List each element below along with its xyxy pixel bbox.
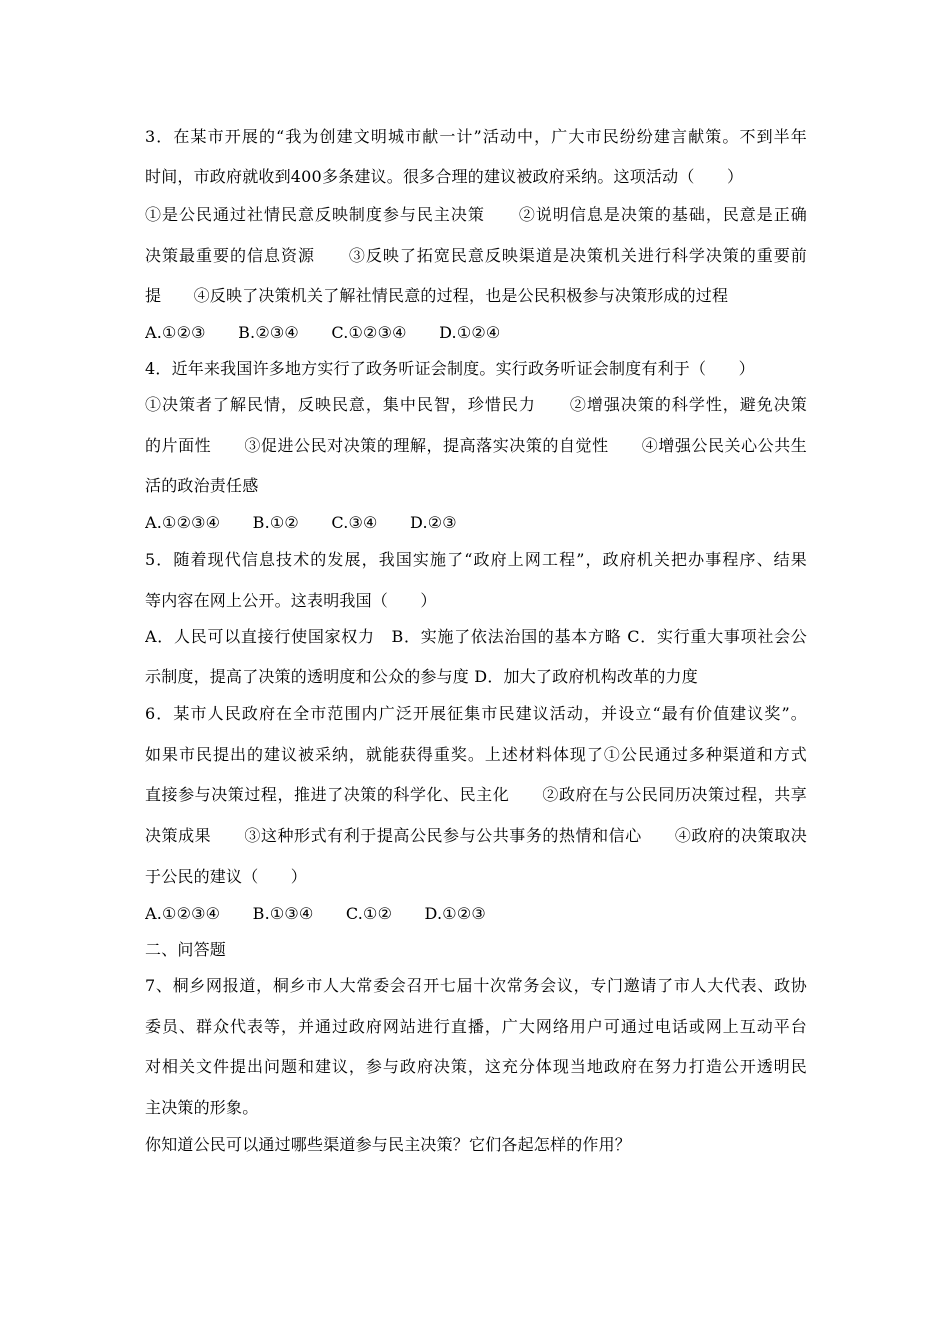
- q3-line-2: 时间，市政府就收到400多条建议。很多合理的建议被政府采纳。这项活动（ ）: [145, 167, 744, 186]
- q6-line-4: 决策成果 ③这种形式有利于提高公民参与公共事务的热情和信心 ④政府的决策取决: [145, 826, 807, 845]
- q3-option-line-3: 提 ④反映了决策机关了解社情民意的过程，也是公民积极参与决策形成的过程: [145, 286, 729, 305]
- q7-line-3: 对相关文件提出问题和建议，参与政府决策，这充分体现当地政府在努力打造公开透明民: [145, 1057, 807, 1076]
- q4-answers: A.①②③④ B.①② C.③④ D.②③: [145, 513, 457, 532]
- q5-line-2: 等内容在网上公开。这表明我国（ ）: [145, 591, 437, 610]
- q5-line-1: 5．随着现代信息技术的发展，我国实施了“政府上网工程”，政府机关把办事程序、结果: [145, 550, 807, 569]
- q4-option-line-3: 活的政治责任感: [145, 476, 259, 495]
- q7-line-2: 委员、群众代表等，并通过政府网站进行直播，广大网络用户可通过电话或网上互动平台: [145, 1017, 807, 1036]
- section-heading: 二、问答题: [145, 940, 227, 959]
- q6-answers: A.①②③④ B.①③④ C.①② D.①②③: [145, 904, 486, 923]
- q6-line-3: 直接参与决策过程，推进了决策的科学化、民主化 ②政府在与公民同历决策过程，共享: [145, 785, 807, 804]
- q4-line-1: 4．近年来我国许多地方实行了政务听证会制度。实行政务听证会制度有利于（ ）: [145, 359, 755, 378]
- q6-line-1: 6．某市人民政府在全市范围内广泛开展征集市民建议活动，并设立“最有价值建议奖”。: [145, 704, 807, 723]
- q7-line-4: 主决策的形象。: [145, 1098, 259, 1117]
- q5-option-line-2: 示制度，提高了决策的透明度和公众的参与度 D．加大了政府机构改革的力度: [145, 667, 698, 686]
- q6-line-5: 于公民的建议（ ）: [145, 867, 308, 886]
- q4-option-line-1: ①决策者了解民情，反映民意，集中民智，珍惜民力 ②增强决策的科学性，避免决策: [145, 395, 807, 414]
- q3-line-1: 3．在某市开展的“我为创建文明城市献一计”活动中，广大市民纷纷建言献策。不到半年: [145, 127, 807, 146]
- q6-line-2: 如果市民提出的建议被采纳，就能获得重奖。上述材料体现了①公民通过多种渠道和方式: [145, 745, 807, 764]
- q3-option-line-1: ①是公民通过社情民意反映制度参与民主决策 ②说明信息是决策的基础，民意是正确: [145, 205, 807, 224]
- q3-option-line-2: 决策最重要的信息资源 ③反映了拓宽民意反映渠道是决策机关进行科学决策的重要前: [145, 246, 807, 265]
- q7-line-1: 7、桐乡网报道，桐乡市人大常委会召开七届十次常务会议，专门邀请了市人大代表、政协: [145, 976, 807, 995]
- q4-option-line-2: 的片面性 ③促进公民对决策的理解，提高落实决策的自觉性 ④增强公民关心公共生: [145, 436, 807, 455]
- q7-question: 你知道公民可以通过哪些渠道参与民主决策？它们各起怎样的作用？: [145, 1135, 632, 1154]
- q3-answers: A.①②③ B.②③④ C.①②③④ D.①②④: [145, 323, 501, 342]
- q5-option-line-1: A．人民可以直接行使国家权力 B．实施了依法治国的基本方略 C．实行重大事项社会公: [145, 627, 807, 646]
